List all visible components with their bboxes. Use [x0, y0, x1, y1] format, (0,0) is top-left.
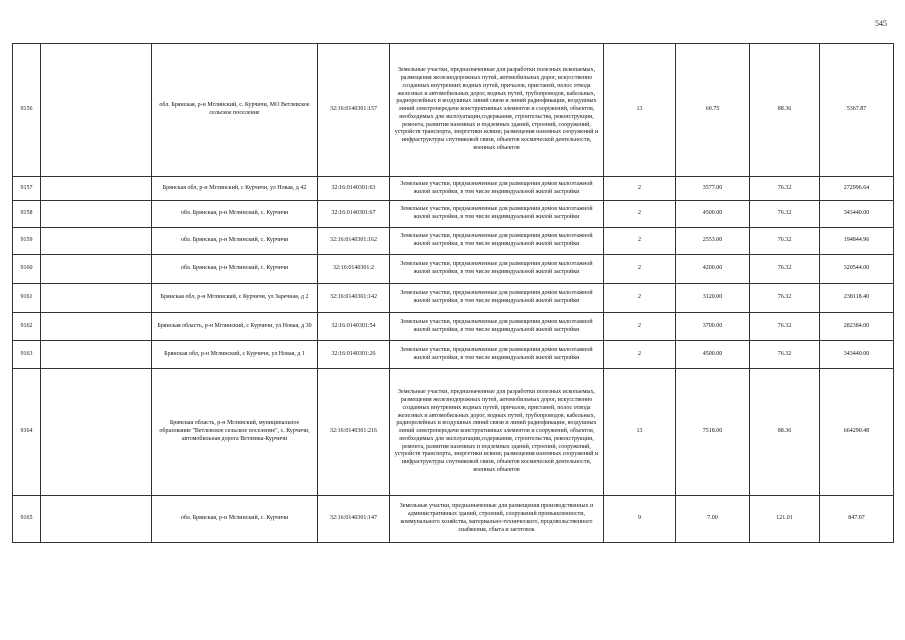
row-rate: 121.01: [750, 496, 820, 543]
row-number: 9163: [13, 341, 41, 369]
row-permitted-use: Земельные участки, предназначенные для разработки полезных ископаемых, размещения железнодорожных путей, автомобильных дорог, искусственно созданных внутренних водных путей, причалов, пристаней, полос отвода железных и автомобильных дорог, водных путей, трубопроводов, кабельных, радиорелейных и воздушных линий связи и линий радиофикации, воздушных линий электропередачи конструктивных элементов и сооружений, объектов, необходимых для эксплуатации,содержания, строительства, реконструкции, ремонта, развития наземных и подземных зданий, строений, сооружений, устройств транспорта, энергетики исвязи; размещения наземных сооружений и инфраструктуры спутниковой связи, объектов космической деятельности, военных объектов: [390, 369, 604, 496]
row-address: обл. Брянская, р-н Мглинский, с. Курчичи: [152, 201, 318, 228]
row-area: 7.00: [676, 496, 750, 543]
row-cadastral-value: 320544.00: [820, 255, 894, 284]
table-row: [13, 496, 894, 543]
table-row: [13, 44, 894, 177]
row-group: 13: [604, 369, 676, 496]
row-area: 2553.00: [676, 228, 750, 255]
row-spacer: [41, 44, 152, 177]
row-address: обл. Брянская, р-н Мглинский, с. Курчичи: [152, 255, 318, 284]
row-cadastral-value: 238118.40: [820, 284, 894, 313]
row-number: 9165: [13, 496, 41, 543]
row-cadastral-number: 32:16:0140301:162: [318, 228, 390, 255]
row-rate: 76.32: [750, 228, 820, 255]
row-address: обл. Брянская, р-н Мглинский, с. Курчичи, МО Ветлевское сельское поселение: [152, 44, 318, 177]
row-cadastral-number: 32:16:0140301:54: [318, 313, 390, 341]
row-cadastral-number: 32:16:0140301:216: [318, 369, 390, 496]
row-permitted-use: Земельные участки, предназначенные для разработки полезных ископаемых, размещения железнодорожных путей, автомобильных дорог, искусственно созданных внутренних водных путей, причалов, пристаней, полос отвода железных и автомобильных дорог, водных путей, трубопроводов, кабельных, радиорелейных и воздушных линий связи и линий радиофикации, воздушных линий электропередачи конструктивных элементов и сооружений, объектов, необходимых для эксплуатации,содержания, строительства, реконструкции, ремонта, развития наземных и подземных зданий, строений, сооружений, устройств транспорта, энергетики исвязи; размещения наземных сооружений и инфраструктуры спутниковой связи, объектов космической деятельности, военных объектов: [390, 44, 604, 177]
row-permitted-use: Земельные участки, предназначенные для размещения домов малоэтажной жилой застройки, в том числе индивидуальной жилой застройки: [390, 201, 604, 228]
row-group: 2: [604, 313, 676, 341]
row-group: 2: [604, 284, 676, 313]
row-area: 3577.00: [676, 177, 750, 201]
row-number: 9161: [13, 284, 41, 313]
table-row: [13, 341, 894, 369]
row-group: 13: [604, 44, 676, 177]
row-spacer: [41, 177, 152, 201]
row-area: 4200.00: [676, 255, 750, 284]
row-cadastral-value: 272996.64: [820, 177, 894, 201]
row-cadastral-value: 5367.87: [820, 44, 894, 177]
row-number: 9156: [13, 44, 41, 177]
row-cadastral-number: 32:16:0140301:2: [318, 255, 390, 284]
row-spacer: [41, 496, 152, 543]
row-number: 9164: [13, 369, 41, 496]
table-body: [13, 44, 894, 543]
row-group: 9: [604, 496, 676, 543]
row-address: Брянская обл, р-н Мглинский, с Курчичи, ул Заречная, д 2: [152, 284, 318, 313]
row-permitted-use: Земельные участки, предназначенные для размещения домов малоэтажной жилой застройки, в том числе индивидуальной жилой застройки: [390, 313, 604, 341]
row-rate: 76.32: [750, 313, 820, 341]
land-parcel-table: [12, 43, 894, 543]
row-permitted-use: Земельные участки, предназначенные для размещения домов малоэтажной жилой застройки, в том числе индивидуальной жилой застройки: [390, 177, 604, 201]
row-cadastral-number: 32:16:0140301:142: [318, 284, 390, 313]
row-cadastral-value: 343440.00: [820, 201, 894, 228]
table-row: [13, 255, 894, 284]
row-cadastral-value: 847.07: [820, 496, 894, 543]
table-row: [13, 201, 894, 228]
row-permitted-use: Земельные участки, предназначенные для размещения домов малоэтажной жилой застройки, в том числе индивидуальной жилой застройки: [390, 341, 604, 369]
row-area: 4500.00: [676, 201, 750, 228]
row-spacer: [41, 369, 152, 496]
row-permitted-use: Земельные участки, предназначенные для размещения домов малоэтажной жилой застройки, в том числе индивидуальной жилой застройки: [390, 284, 604, 313]
page-number: 545: [875, 19, 887, 28]
row-spacer: [41, 255, 152, 284]
row-cadastral-number: 32:16:0140301:26: [318, 341, 390, 369]
row-area: 4500.00: [676, 341, 750, 369]
table-row: [13, 313, 894, 341]
table-row: [13, 177, 894, 201]
row-rate: 88.36: [750, 44, 820, 177]
row-address: обл. Брянская, р-н Мглинский, с. Курчичи: [152, 228, 318, 255]
table-row: [13, 284, 894, 313]
row-address: Брянская обл, р-н Мглинский, с Курчичи, ул Новая, д 42: [152, 177, 318, 201]
row-cadastral-number: 32:16:0140301:157: [318, 44, 390, 177]
row-number: 9159: [13, 228, 41, 255]
row-permitted-use: Земельные участки, предназначенные для размещения домов малоэтажной жилой застройки, в том числе индивидуальной жилой застройки: [390, 228, 604, 255]
row-number: 9162: [13, 313, 41, 341]
row-area: 60.75: [676, 44, 750, 177]
row-cadastral-value: 282384.00: [820, 313, 894, 341]
row-cadastral-value: 343440.00: [820, 341, 894, 369]
row-cadastral-value: 664290.48: [820, 369, 894, 496]
row-group: 2: [604, 201, 676, 228]
row-rate: 76.32: [750, 177, 820, 201]
table-row: [13, 369, 894, 496]
row-group: 2: [604, 177, 676, 201]
row-number: 9157: [13, 177, 41, 201]
row-area: 7518.00: [676, 369, 750, 496]
row-address: Брянская обл, р-н Мглинский, с Курчичи, ул Новая, д 1: [152, 341, 318, 369]
row-number: 9160: [13, 255, 41, 284]
row-cadastral-number: 32:16:0140301:67: [318, 201, 390, 228]
row-rate: 88.36: [750, 369, 820, 496]
row-spacer: [41, 284, 152, 313]
row-rate: 76.32: [750, 284, 820, 313]
row-area: 3700.00: [676, 313, 750, 341]
row-cadastral-number: 32:16:0140301:147: [318, 496, 390, 543]
row-cadastral-number: 32:16:0140301:63: [318, 177, 390, 201]
row-group: 2: [604, 255, 676, 284]
row-address: обл. Брянская, р-н Мглинский, с. Курчичи: [152, 496, 318, 543]
row-spacer: [41, 341, 152, 369]
row-rate: 76.32: [750, 255, 820, 284]
row-rate: 76.32: [750, 201, 820, 228]
row-permitted-use: Земельные участки, предназначенные для размещения домов малоэтажной жилой застройки, в том числе индивидуальной жилой застройки: [390, 255, 604, 284]
row-number: 9158: [13, 201, 41, 228]
row-permitted-use: Земельные участки, предназначенные для размещения производственных и административных зданий, строений, сооружений промышленности, коммунального хозяйства, материально-технического, продовольственного снабжения, сбыта и заготовок: [390, 496, 604, 543]
table-row: [13, 228, 894, 255]
row-spacer: [41, 228, 152, 255]
row-group: 2: [604, 228, 676, 255]
row-group: 2: [604, 341, 676, 369]
row-spacer: [41, 201, 152, 228]
row-spacer: [41, 313, 152, 341]
row-area: 3120.00: [676, 284, 750, 313]
row-cadastral-value: 194844.96: [820, 228, 894, 255]
row-address: Брянская область, р-н Мглинский, муниципальное образование "Ветлевское сельское поселение", с. Курчичи, автомобильная дорога Ветлевка-Курчичи: [152, 369, 318, 496]
row-rate: 76.32: [750, 341, 820, 369]
row-address: Брянская область, р-н Мглинский, с Курчичи, ул Новая, д 30: [152, 313, 318, 341]
